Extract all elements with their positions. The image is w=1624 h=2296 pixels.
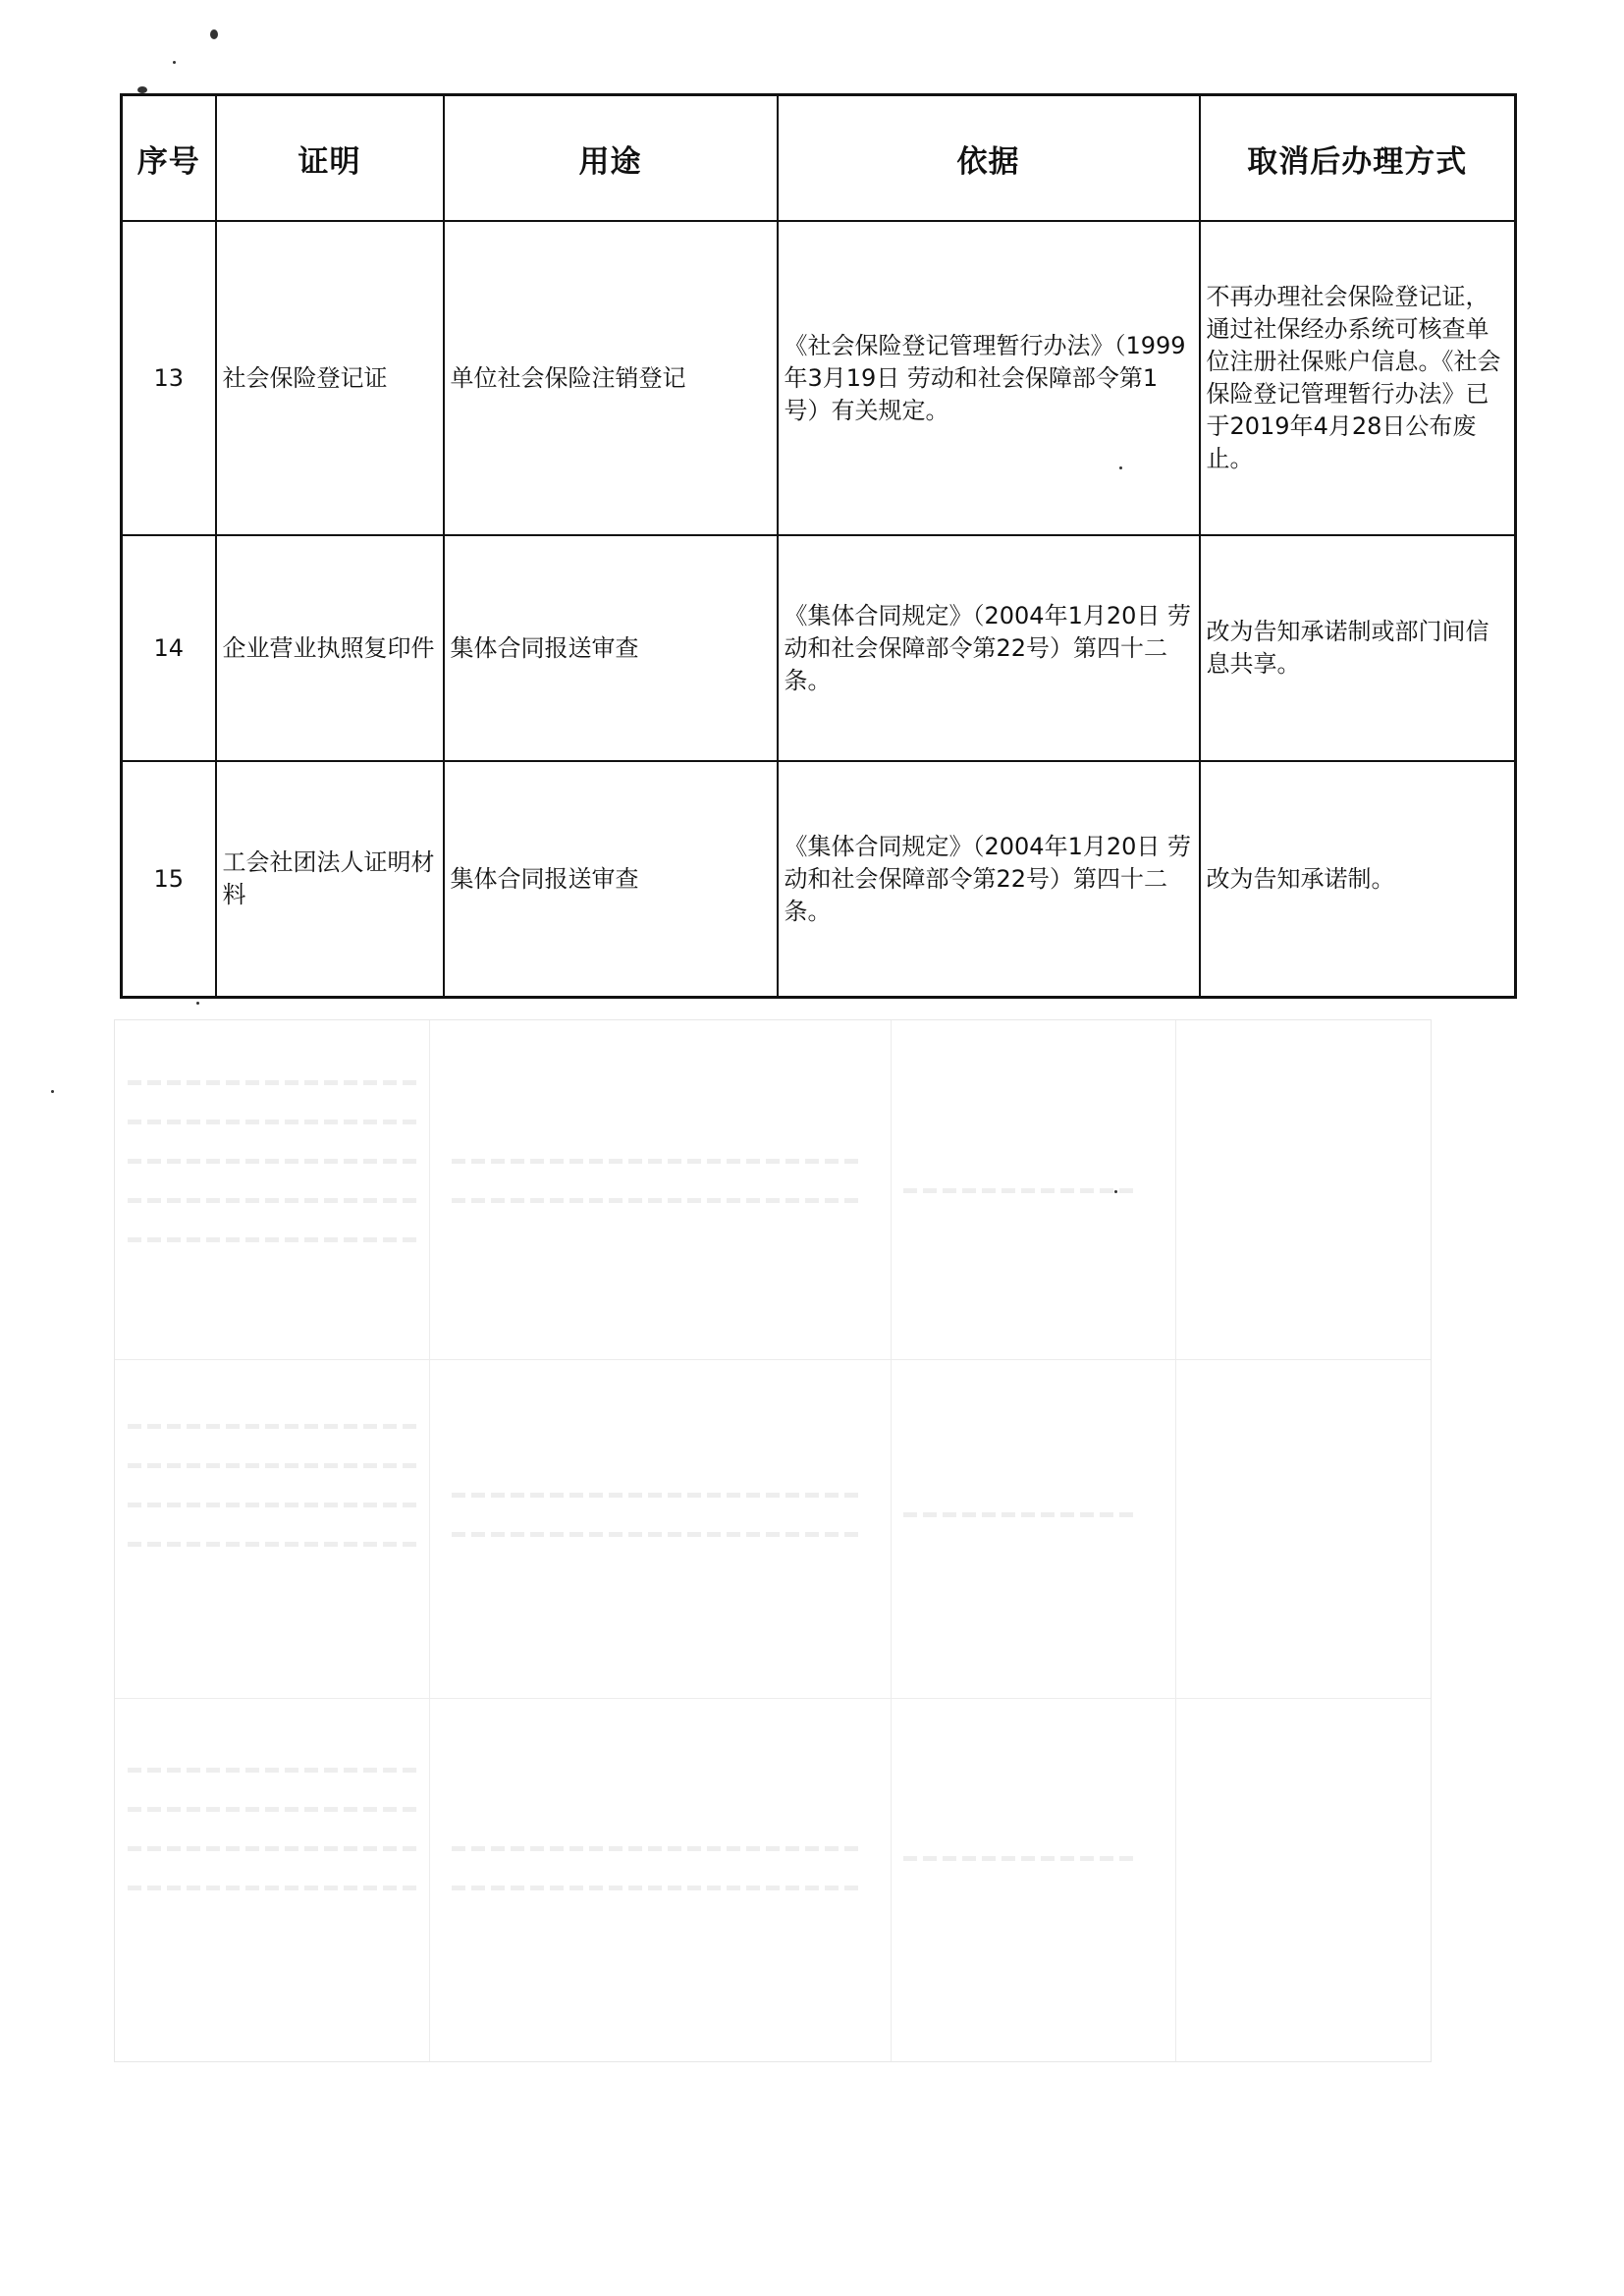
scan-speck bbox=[51, 1090, 54, 1093]
bleed-through-text bbox=[128, 1080, 422, 1085]
row-basis: 《集体合同规定》（2004年1月20日 劳动和社会保障部令第22号）第四十二条。 bbox=[778, 535, 1200, 761]
row-serial-number: 15 bbox=[122, 761, 216, 998]
bleed-through-text bbox=[128, 1542, 422, 1547]
bleed-through-text bbox=[128, 1198, 422, 1203]
bleed-through-text bbox=[128, 1237, 422, 1242]
row-basis: 《社会保险登记管理暂行办法》（1999年3月19日 劳动和社会保障部令第1号）有关规定。 bbox=[778, 221, 1200, 535]
bleed-through-text bbox=[452, 1493, 864, 1498]
table-row bbox=[122, 221, 1516, 535]
header-handling-after-cancellation: 取消后办理方式 bbox=[1200, 95, 1516, 222]
bleed-through-text bbox=[128, 1886, 422, 1890]
scan-speck bbox=[173, 61, 176, 64]
header-purpose: 用途 bbox=[444, 95, 778, 222]
table-row bbox=[122, 761, 1516, 998]
bleed-through-text bbox=[128, 1120, 422, 1124]
row-purpose: 集体合同报送审查 bbox=[444, 535, 778, 761]
row-certificate: 企业营业执照复印件 bbox=[216, 535, 444, 761]
bleed-through-text bbox=[128, 1768, 422, 1773]
scan-speck bbox=[137, 86, 147, 93]
row-handling: 不再办理社会保险登记证，通过社保经办系统可核查单位注册社保账户信息。《社会保险登记管理暂行办法》已于2019年4月28日公布废止。 bbox=[1200, 221, 1516, 535]
bleed-through-text bbox=[128, 1463, 422, 1468]
header-basis: 依据 bbox=[778, 95, 1200, 222]
bleed-through-text bbox=[128, 1807, 422, 1812]
bleed-through-text bbox=[452, 1159, 864, 1164]
bleed-through-text bbox=[903, 1856, 1139, 1861]
bleed-through-text bbox=[903, 1188, 1139, 1193]
table-header-row bbox=[122, 95, 1516, 222]
certificate-table bbox=[120, 93, 1517, 999]
scan-speck bbox=[210, 29, 218, 39]
row-serial-number: 13 bbox=[122, 221, 216, 535]
bleed-through-text bbox=[452, 1886, 864, 1890]
row-handling: 改为告知承诺制或部门间信息共享。 bbox=[1200, 535, 1516, 761]
header-serial-number: 序号 bbox=[122, 95, 216, 222]
row-basis: 《集体合同规定》（2004年1月20日 劳动和社会保障部令第22号）第四十二条。 bbox=[778, 761, 1200, 998]
header-certificate: 证明 bbox=[216, 95, 444, 222]
bleed-through-table bbox=[114, 1019, 1432, 2062]
bleed-through-text bbox=[128, 1424, 422, 1429]
bleed-through-text bbox=[452, 1846, 864, 1851]
row-certificate: 工会社团法人证明材料 bbox=[216, 761, 444, 998]
bleed-through-text bbox=[128, 1503, 422, 1507]
row-purpose: 单位社会保险注销登记 bbox=[444, 221, 778, 535]
bleed-through-text bbox=[903, 1512, 1139, 1517]
bleed-through-text bbox=[128, 1159, 422, 1164]
table-row bbox=[122, 535, 1516, 761]
bleed-through-text bbox=[452, 1532, 864, 1537]
bleed-through-text bbox=[452, 1198, 864, 1203]
row-purpose: 集体合同报送审查 bbox=[444, 761, 778, 998]
row-handling: 改为告知承诺制。 bbox=[1200, 761, 1516, 998]
row-certificate: 社会保险登记证 bbox=[216, 221, 444, 535]
row-serial-number: 14 bbox=[122, 535, 216, 761]
bleed-through-text bbox=[128, 1846, 422, 1851]
scan-speck bbox=[196, 1002, 199, 1005]
